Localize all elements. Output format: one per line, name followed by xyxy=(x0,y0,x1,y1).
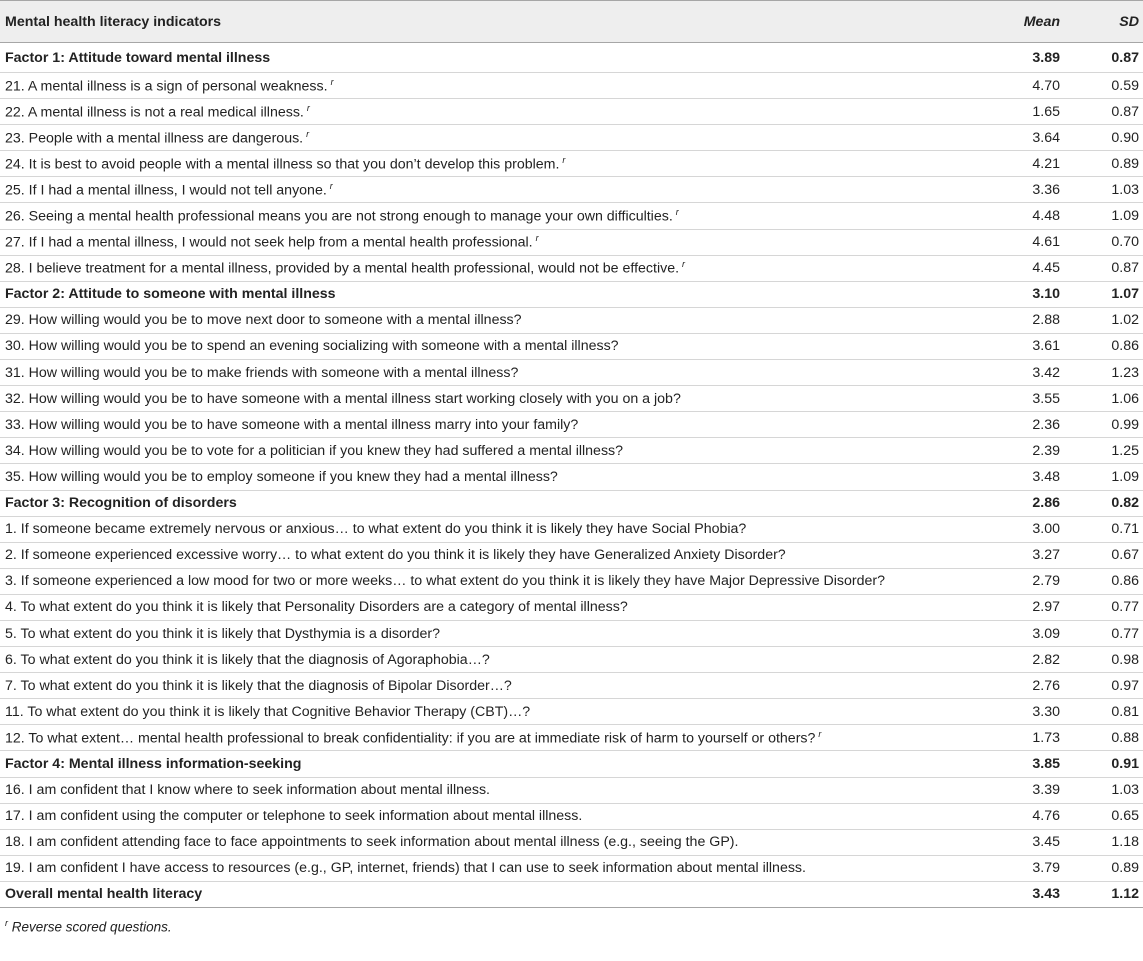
table-header xyxy=(0,1,1143,43)
indicator-label: 26. Seeing a mental health professional means you are not strong enough to manage your own difficulties. xyxy=(5,208,673,225)
factor-row xyxy=(0,43,1143,73)
mean-cell: 3.27 xyxy=(1032,547,1060,564)
table-row xyxy=(0,125,1143,151)
table-row xyxy=(0,673,1143,699)
table-row xyxy=(0,229,1143,255)
indicator-cell xyxy=(0,281,963,307)
reverse-scored-mark: r xyxy=(818,729,822,740)
indicator-label: 7. To what extent do you think it is likely that the diagnosis of Bipolar Disorder…? xyxy=(5,677,512,694)
table-body xyxy=(0,43,1143,908)
table-row xyxy=(0,777,1143,803)
indicator-label: 34. How willing would you be to vote for a politician if you knew they had suffered a mental illness? xyxy=(5,442,624,459)
sd-cell: 0.98 xyxy=(1111,651,1139,668)
indicator-cell xyxy=(0,333,963,359)
indicator-label: Factor 1: Attitude toward mental illness xyxy=(5,49,271,66)
table-row xyxy=(0,542,1143,568)
footnote-text: Reverse scored questions. xyxy=(11,919,172,935)
mean-cell: 4.21 xyxy=(1032,155,1060,172)
table-row xyxy=(0,203,1143,229)
indicator-label: Overall mental health literacy xyxy=(5,886,203,903)
table-row xyxy=(0,307,1143,333)
mean-cell: 4.70 xyxy=(1032,77,1060,94)
indicator-label: 22. A mental illness is not a real medical illness. xyxy=(5,104,304,121)
indicator-cell xyxy=(0,125,963,151)
header-mean: Mean xyxy=(963,1,1064,43)
indicator-cell xyxy=(0,151,963,177)
table-row xyxy=(0,177,1143,203)
indicator-cell xyxy=(0,568,963,594)
sd-cell: 1.09 xyxy=(1111,208,1139,225)
table-row xyxy=(0,699,1143,725)
mean-cell: 2.76 xyxy=(1032,677,1060,694)
sd-cell: 0.89 xyxy=(1111,155,1139,172)
mean-cell: 2.82 xyxy=(1032,651,1060,668)
reverse-scored-mark: r xyxy=(682,259,686,270)
indicator-cell xyxy=(0,855,963,881)
indicator-label: 19. I am confident I have access to resources (e.g., GP, internet, friends) that I can use to seek information about mental illness. xyxy=(5,860,806,877)
indicator-cell xyxy=(0,594,963,620)
mean-cell: 2.79 xyxy=(1032,573,1060,590)
mean-cell: 3.43 xyxy=(1032,886,1060,903)
indicator-label: 33. How willing would you be to have someone with a mental illness marry into your family? xyxy=(5,416,579,433)
indicator-cell xyxy=(0,647,963,673)
indicator-label: 18. I am confident attending face to face appointments to seek information about mental illness (e.g., seeing the GP). xyxy=(5,834,739,851)
mean-cell: 1.65 xyxy=(1032,103,1060,120)
indicator-label: 3. If someone experienced a low mood for two or more weeks… to what extent do you think it is likely they have Major Depressive Disorder? xyxy=(5,573,886,590)
sd-cell: 1.18 xyxy=(1111,834,1139,851)
indicator-label: 11. To what extent do you think it is likely that Cognitive Behavior Therapy (CBT)…? xyxy=(5,703,531,720)
mean-cell: 2.88 xyxy=(1032,312,1060,329)
footnote-mark: r xyxy=(5,918,8,928)
indicator-label: 17. I am confident using the computer or telephone to seek information about mental illness. xyxy=(5,808,583,825)
indicator-cell xyxy=(0,881,963,907)
mean-cell: 3.30 xyxy=(1032,703,1060,720)
indicator-label: 24. It is best to avoid people with a mental illness so that you don’t develop this problem. xyxy=(5,156,560,173)
table-row xyxy=(0,647,1143,673)
indicator-label: 25. If I had a mental illness, I would not tell anyone. xyxy=(5,182,327,199)
indicator-cell xyxy=(0,725,963,751)
sd-cell: 0.86 xyxy=(1111,573,1139,590)
indicator-label: Factor 4: Mental illness information-seeking xyxy=(5,755,302,772)
reverse-scored-mark: r xyxy=(330,76,334,87)
indicator-label: 29. How willing would you be to move next door to someone with a mental illness? xyxy=(5,312,522,329)
sd-cell: 0.87 xyxy=(1111,260,1139,277)
mean-cell: 3.89 xyxy=(1032,49,1060,66)
header-indicator: Mental health literacy indicators xyxy=(0,1,963,43)
mean-cell: 3.39 xyxy=(1032,782,1060,799)
table-row xyxy=(0,516,1143,542)
table-row xyxy=(0,73,1143,99)
mean-cell: 2.39 xyxy=(1032,442,1060,459)
indicator-cell xyxy=(0,751,963,777)
sd-cell: 0.99 xyxy=(1111,416,1139,433)
indicator-label: 5. To what extent do you think it is likely that Dysthymia is a disorder? xyxy=(5,625,441,642)
indicator-label: 4. To what extent do you think it is likely that Personality Disorders are a category of mental illness? xyxy=(5,599,628,616)
indicator-label: 6. To what extent do you think it is likely that the diagnosis of Agoraphobia…? xyxy=(5,651,490,668)
mean-cell: 3.45 xyxy=(1032,834,1060,851)
sd-cell: 0.91 xyxy=(1111,755,1139,772)
mean-cell: 4.61 xyxy=(1032,234,1060,251)
sd-cell: 0.59 xyxy=(1111,77,1139,94)
sd-cell: 0.70 xyxy=(1111,234,1139,251)
indicator-label: 28. I believe treatment for a mental illness, provided by a mental health professional, would not be effective. xyxy=(5,261,680,278)
mean-cell: 2.36 xyxy=(1032,416,1060,433)
sd-cell: 1.06 xyxy=(1111,390,1139,407)
mean-cell: 3.64 xyxy=(1032,129,1060,146)
mean-cell: 3.79 xyxy=(1032,860,1060,877)
indicator-cell xyxy=(0,386,963,412)
sd-cell: 1.03 xyxy=(1111,782,1139,799)
sd-cell: 0.88 xyxy=(1111,729,1139,746)
sd-cell: 0.90 xyxy=(1111,129,1139,146)
sd-cell: 1.23 xyxy=(1111,364,1139,381)
sd-cell: 0.77 xyxy=(1111,599,1139,616)
indicator-cell xyxy=(0,255,963,281)
factor-row xyxy=(0,751,1143,777)
footnote xyxy=(0,908,1143,935)
sd-cell: 0.81 xyxy=(1111,703,1139,720)
indicator-cell xyxy=(0,43,963,73)
sd-cell: 1.25 xyxy=(1111,442,1139,459)
indicator-cell xyxy=(0,516,963,542)
indicator-cell xyxy=(0,438,963,464)
table-row xyxy=(0,360,1143,386)
header-sd: SD xyxy=(1064,1,1143,43)
indicator-label: 1. If someone became extremely nervous or anxious… to what extent do you think it is likely they have Social Phobia? xyxy=(5,521,747,538)
mean-cell: 4.45 xyxy=(1032,260,1060,277)
sd-cell: 0.67 xyxy=(1111,547,1139,564)
indicator-cell xyxy=(0,777,963,803)
indicator-cell xyxy=(0,490,963,516)
mean-cell: 1.73 xyxy=(1032,729,1060,746)
indicator-label: 21. A mental illness is a sign of personal weakness. xyxy=(5,78,328,95)
mean-cell: 2.97 xyxy=(1032,599,1060,616)
table-row xyxy=(0,803,1143,829)
factor-row xyxy=(0,490,1143,516)
indicator-cell xyxy=(0,177,963,203)
sd-cell: 0.87 xyxy=(1111,49,1139,66)
sd-cell: 1.02 xyxy=(1111,312,1139,329)
indicator-cell xyxy=(0,203,963,229)
table-row xyxy=(0,620,1143,646)
sd-cell: 1.09 xyxy=(1111,468,1139,485)
indicator-label: 12. To what extent… mental health professional to break confidentiality: if you are at immediate risk of harm to yourself or others? xyxy=(5,730,816,747)
indicator-cell xyxy=(0,360,963,386)
sd-cell: 1.12 xyxy=(1111,886,1139,903)
sd-cell: 0.97 xyxy=(1111,677,1139,694)
factor-row xyxy=(0,881,1143,907)
sd-cell: 0.82 xyxy=(1111,495,1139,512)
indicator-label: 31. How willing would you be to make friends with someone with a mental illness? xyxy=(5,364,519,381)
indicator-cell xyxy=(0,73,963,99)
mean-cell: 3.36 xyxy=(1032,181,1060,198)
sd-cell: 0.89 xyxy=(1111,860,1139,877)
sd-cell: 0.71 xyxy=(1111,521,1139,538)
table-row xyxy=(0,386,1143,412)
table-row xyxy=(0,438,1143,464)
sd-cell: 1.03 xyxy=(1111,181,1139,198)
indicator-cell xyxy=(0,412,963,438)
reverse-scored-mark: r xyxy=(329,181,333,192)
sd-cell: 0.87 xyxy=(1111,103,1139,120)
indicator-label: 16. I am confident that I know where to seek information about mental illness. xyxy=(5,782,491,799)
indicator-label: 2. If someone experienced excessive worry… to what extent do you think it is likely they have Generalized Anxiety Disorder? xyxy=(5,547,786,564)
mean-cell: 3.09 xyxy=(1032,625,1060,642)
reverse-scored-mark: r xyxy=(535,233,539,244)
reverse-scored-mark: r xyxy=(306,128,310,139)
indicator-label: 23. People with a mental illness are dangerous. xyxy=(5,130,304,147)
table-row xyxy=(0,464,1143,490)
reverse-scored-mark: r xyxy=(562,154,566,165)
table-row xyxy=(0,829,1143,855)
factor-row xyxy=(0,281,1143,307)
indicator-label: 30. How willing would you be to spend an evening socializing with someone with a mental illness? xyxy=(5,338,619,355)
sd-cell: 0.77 xyxy=(1111,625,1139,642)
sd-cell: 0.86 xyxy=(1111,338,1139,355)
indicator-cell xyxy=(0,829,963,855)
table-row xyxy=(0,725,1143,751)
indicator-label: 27. If I had a mental illness, I would not seek help from a mental health professional. xyxy=(5,234,533,251)
table-row xyxy=(0,255,1143,281)
mean-cell: 4.76 xyxy=(1032,808,1060,825)
mean-cell: 4.48 xyxy=(1032,208,1060,225)
mean-cell: 3.48 xyxy=(1032,468,1060,485)
table-row xyxy=(0,568,1143,594)
table-row xyxy=(0,99,1143,125)
indicator-cell xyxy=(0,307,963,333)
mean-cell: 3.55 xyxy=(1032,390,1060,407)
table-row xyxy=(0,412,1143,438)
reverse-scored-mark: r xyxy=(306,102,310,113)
indicator-cell xyxy=(0,99,963,125)
sd-cell: 0.65 xyxy=(1111,808,1139,825)
table-row xyxy=(0,855,1143,881)
header-row xyxy=(0,1,1143,43)
sd-cell: 1.07 xyxy=(1111,286,1139,303)
indicator-label: 35. How willing would you be to employ someone if you knew they had a mental illness? xyxy=(5,468,558,485)
table-row xyxy=(0,594,1143,620)
indicator-cell xyxy=(0,542,963,568)
mean-cell: 3.42 xyxy=(1032,364,1060,381)
indicator-cell xyxy=(0,699,963,725)
indicator-cell xyxy=(0,464,963,490)
mean-cell: 3.61 xyxy=(1032,338,1060,355)
indicator-cell xyxy=(0,229,963,255)
mean-cell: 3.85 xyxy=(1032,755,1060,772)
reverse-scored-mark: r xyxy=(675,207,679,218)
indicator-cell xyxy=(0,620,963,646)
indicator-label: 32. How willing would you be to have someone with a mental illness start working closely with you on a job? xyxy=(5,390,681,407)
indicator-cell xyxy=(0,673,963,699)
mean-cell: 2.86 xyxy=(1032,495,1060,512)
indicator-label: Factor 3: Recognition of disorders xyxy=(5,495,237,512)
mean-cell: 3.00 xyxy=(1032,521,1060,538)
table-row xyxy=(0,151,1143,177)
indicator-label: Factor 2: Attitude to someone with mental illness xyxy=(5,286,336,303)
indicator-cell xyxy=(0,803,963,829)
mean-cell: 3.10 xyxy=(1032,286,1060,303)
table-row xyxy=(0,333,1143,359)
